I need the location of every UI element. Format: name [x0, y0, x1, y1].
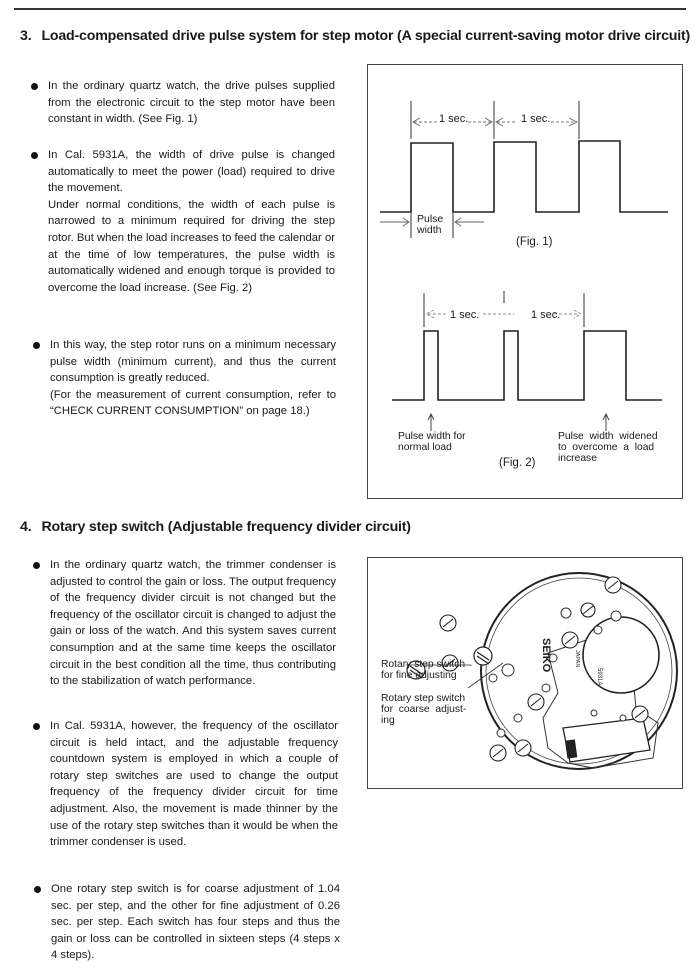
section-3-number: 3.: [20, 28, 32, 44]
fig1-waveform: [380, 141, 668, 212]
fine-switch-label-line2: for fine adjusting: [381, 670, 457, 681]
pulse-figure-box: [367, 64, 683, 499]
section-3-bullet-1: [48, 78, 335, 128]
paragraph: (For the measurement of current consumption, refer to “CHECK CURRENT CONSUMPTION” on page 18.): [50, 388, 336, 418]
fig1-interval-label-1: 1 sec.: [439, 113, 469, 125]
section-3-heading: [20, 28, 690, 44]
fig1-caption: (Fig. 1): [516, 236, 553, 248]
paragraph: In the ordinary quartz watch, the trimmer condenser is adjusted to control the gain or loss. The output frequency of the frequency divider circuit is not changed but the frequency of the oscillator circuit is changed to adjust the gain or loss of the watch. And this system saves current consumption and at the same time keeps the oscillator circuit in the best condition all the time, thus contributing to the stabilization of watch performance.: [50, 559, 336, 688]
top-rule: [14, 8, 686, 10]
section-4-bullet-3: [51, 881, 340, 964]
section-4-title: Rotary step switch (Adjustable frequency divider circuit): [41, 519, 411, 535]
fine-switch-label-line1: Rotary step switch: [381, 659, 466, 670]
section-4-number: 4.: [20, 519, 32, 535]
section-4-bullet-2: [50, 718, 338, 851]
section-3-bullet-3: [50, 337, 336, 420]
paragraph: In Cal. 5931A, the width of drive pulse is changed automatically to meet the power (load) required to drive the movement.: [48, 149, 335, 195]
bullet-icon: [31, 83, 38, 90]
coarse-switch-label-line2: for coarse adjust-: [381, 704, 467, 715]
fig1-interval-label-2: 1 sec.: [521, 113, 551, 125]
section-3-bullet-2: [48, 147, 335, 296]
bullet-icon: [31, 152, 38, 159]
fig1-pulse-width-label-line2: width: [417, 224, 442, 236]
bullet-icon: [33, 562, 40, 569]
caliber-mark: 5931A: [596, 668, 602, 686]
fig2-widened-label-line2: to overcome a load: [558, 442, 655, 453]
paragraph: One rotary step switch is for coarse adjustment of 1.04 sec. per step, and the other for fine adjustment of 0.26 sec. per step. Each switch has four steps and thus the gain or loss can be controlled in sixteen steps (4 steps x 4 steps).: [51, 883, 340, 962]
fig2-interval-label-2: 1 sec.: [531, 309, 561, 321]
fig1-pulse-width-label-line1: Pulse: [417, 213, 444, 225]
fig2-normal-label-line1: Pulse width for: [398, 431, 466, 442]
fig2-widened-label-line1: Pulse width widened: [558, 431, 658, 442]
fig2-interval-label-1: 1 sec.: [450, 309, 480, 321]
section-4-bullet-1: [50, 557, 336, 690]
seiko-brand-mark: SEIKO: [540, 638, 552, 673]
section-4-heading: [20, 519, 411, 535]
bullet-icon: [33, 342, 40, 349]
paragraph: In the ordinary quartz watch, the drive pulses supplied from the electronic circuit to the step motor have been constant in width. (See Fig. 1): [48, 80, 335, 126]
fig2-normal-label-line2: normal load: [398, 442, 452, 453]
section-3-title: Load-compensated drive pulse system for step motor (A special current-saving motor drive circuit): [41, 28, 691, 44]
fig2-caption: (Fig. 2): [499, 457, 536, 469]
fig2-waveform: [392, 331, 662, 400]
coarse-switch-label-line1: Rotary step switch: [381, 693, 466, 704]
paragraph: In Cal. 5931A, however, the frequency of the oscillator circuit is held intact, and the adjustable frequency countdown system is employed in which a couple of rotary step switches are used to change the output frequency of the frequency divider circuit for time adjustment. Also, the movement is made thinner by the use of the rotary step switches than it would be when the trimmer condenser is used.: [50, 720, 338, 849]
japan-mark: JAPAN: [574, 650, 580, 668]
paragraph: In this way, the step rotor runs on a minimum necessary pulse width (minimum current), and thus the current consumption is greatly reduced.: [50, 339, 336, 385]
bullet-icon: [33, 723, 40, 730]
bullet-icon: [34, 886, 41, 893]
paragraph: Under normal conditions, the width of each pulse is narrowed to a minimum required for driving the step rotor. But when the load increases to feed the calendar or at the time of low temperatures, the pulse width is automatically widened and enough torque is provided to overcome the load increase. (See Fig. 2): [48, 198, 335, 294]
fig2-widened-label-line3: increase: [558, 453, 597, 464]
movement-figure-box: [367, 557, 683, 789]
coarse-switch-label-line3: ing: [381, 715, 395, 726]
